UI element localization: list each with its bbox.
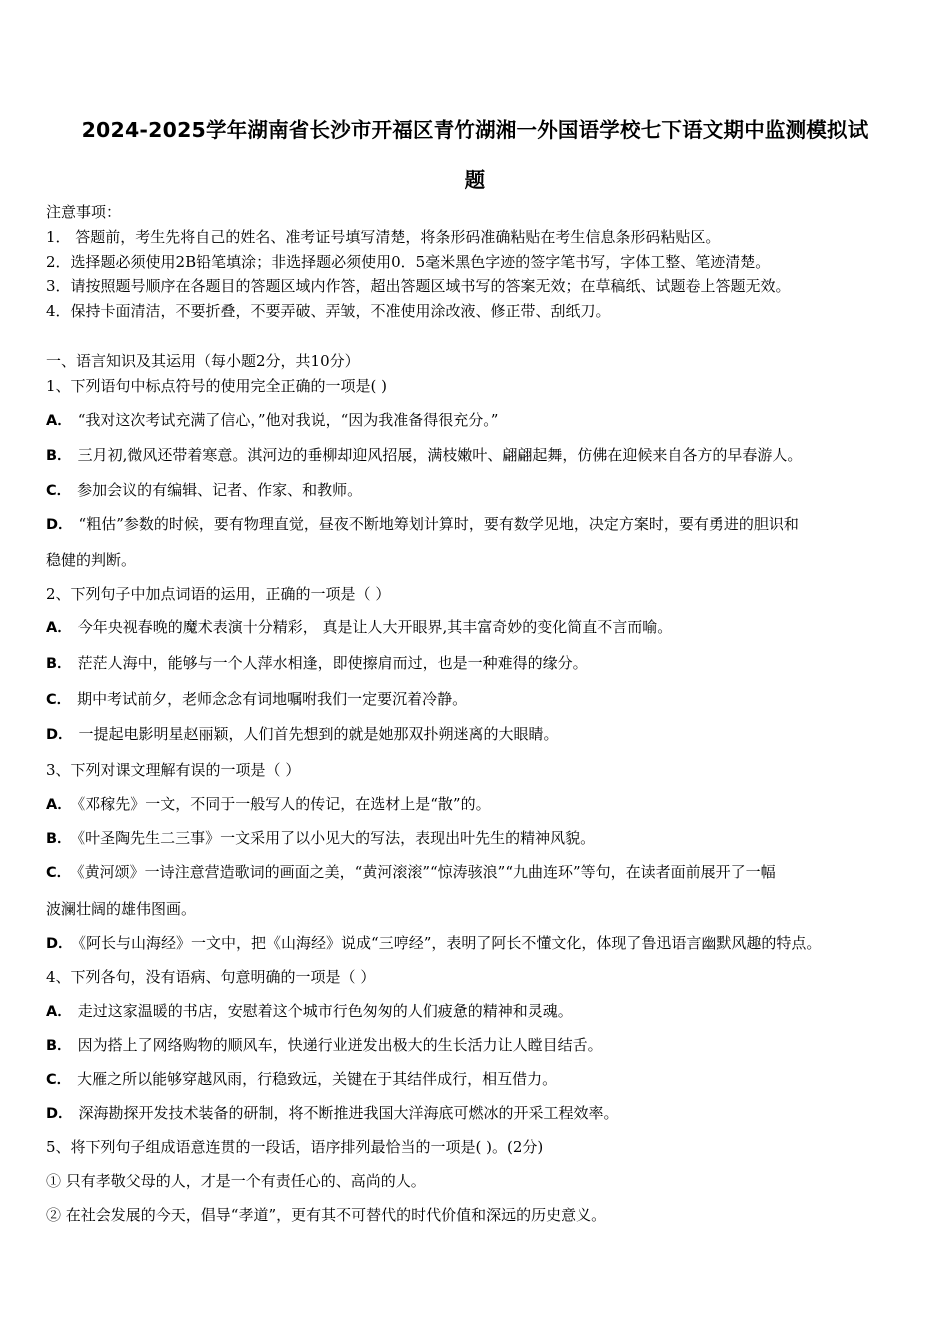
option-text: 三月初,微风还带着寒意。淇河边的垂柳却迎风招展，满枝嫩叶、翩翩起舞，仿佛在迎候来自各方的早春游人。 [77, 446, 803, 464]
exam-title-line-1: 2024-2025学年湖南省长沙市开福区青竹湖湘一外国语学校七下语文期中监测模拟试 [81, 118, 869, 142]
option-b [46, 653, 588, 674]
option-d-continued: 稳健的判断。 [46, 551, 137, 569]
notice-item: 3．请按照题号顺序在各题目的答题区域内作答，超出答题区域书写的答案无效；在草稿纸、试题卷上答题无效。 [46, 277, 791, 295]
option-c-continued: 波澜壮阔的雄伟图画。 [46, 900, 197, 918]
option-label: A． [46, 797, 72, 813]
option-text: “粗估”参数的时候，要有物理直觉，昼夜不断地筹划计算时，要有数学见地，决定方案时，要有勇进的胆识和 [78, 515, 799, 533]
option-label: D． [46, 1106, 73, 1122]
option-c [46, 689, 467, 710]
option-text: 《阿长与山海经》一文中，把《山海经》说成“三哼经”，表明了阿长不懂文化，体现了鲁迅语言幽默风趣的特点。 [78, 934, 822, 952]
option-text: 走过这家温暖的书店，安慰着这个城市行色匆匆的人们疲惫的精神和灵魂。 [77, 1002, 573, 1020]
question-stem: 4、下列各句，没有语病、句意明确的一项是（ ） [46, 968, 376, 986]
option-label: C． [46, 692, 72, 708]
option-d [46, 933, 821, 954]
option-label: C． [46, 1072, 72, 1088]
option-a [46, 1001, 573, 1022]
option-c [46, 862, 776, 883]
notice-item: 1． 答题前，考生先将自己的姓名、准考证号填写清楚，将条形码准确粘贴在考生信息条形码粘贴区。 [46, 228, 721, 246]
option-c [46, 1069, 557, 1090]
option-text: 参加会议的有编辑、记者、作家、和教师。 [77, 481, 363, 499]
section-heading: 一、语言知识及其运用（每小题2分，共10分） [46, 352, 360, 370]
question-stem: 3、下列对课文理解有误的一项是（ ） [46, 761, 301, 779]
option-label: A． [46, 1004, 72, 1020]
option-c [46, 480, 362, 501]
option-a [46, 617, 672, 638]
option-label: C． [46, 865, 72, 881]
question-stem: 1、下列语句中标点符号的使用完全正确的一项是( ) [46, 377, 388, 395]
option-label: C． [46, 483, 72, 499]
option-label: D． [46, 936, 73, 952]
notice-item: 2．选择题必须使用2B铅笔填涂；非选择题必须使用0．5毫米黑色字迹的签字笔书写，字体工整、笔迹清楚。 [46, 253, 771, 271]
option-label: A． [46, 413, 72, 429]
option-d [46, 514, 799, 535]
option-text: “我对这次考试充满了信心，”他对我说，“因为我准备得很充分。” [77, 411, 499, 429]
sentence-item: ① 只有孝敬父母的人，才是一个有责任心的、高尚的人。 [46, 1172, 426, 1190]
option-label: D． [46, 727, 73, 743]
option-text: 期中考试前夕，老师念念有词地嘱咐我们一定要沉着冷静。 [77, 690, 468, 708]
option-label: B． [46, 656, 72, 672]
option-text: 一提起电影明星赵丽颖，人们首先想到的就是她那双扑朔迷离的大眼睛。 [78, 725, 559, 743]
option-text: 《黄河颂》一诗注意营造歌词的画面之美，“黄河滚滚”“惊涛骇浪”“九曲连环”等句，在读者面前展开了一幅 [77, 863, 776, 881]
option-text: 茫茫人海中，能够与一个人萍水相逢，即使擦肩而过，也是一种难得的缘分。 [77, 654, 588, 672]
question-stem: 2、下列句子中加点词语的运用，正确的一项是（ ） [46, 585, 391, 603]
sentence-item: ② 在社会发展的今天，倡导“孝道”，更有其不可替代的时代价值和深远的历史意义。 [46, 1206, 607, 1224]
notice-item: 4．保持卡面清洁，不要折叠，不要弄破、弄皱，不准使用涂改液、修正带、刮纸刀。 [46, 302, 611, 320]
option-a [46, 410, 498, 431]
option-a [46, 794, 491, 815]
option-d [46, 1103, 619, 1124]
option-b [46, 1035, 603, 1056]
option-d [46, 724, 559, 745]
option-text: 《叶圣陶先生二三事》一文采用了以小见大的写法，表现出叶先生的精神风貌。 [77, 829, 596, 847]
exam-title-line-2: 题 [464, 168, 486, 192]
option-text: 因为搭上了网络购物的顺风车，快递行业迸发出极大的生长活力让人瞠目结舌。 [77, 1036, 603, 1054]
option-b [46, 445, 802, 466]
option-text: 《邓稼先》一文，不同于一般写人的传记，在选材上是“散”的。 [77, 795, 491, 813]
option-label: B． [46, 1038, 72, 1054]
option-text: 深海勘探开发技术装备的研制，将不断推进我国大洋海底可燃冰的开采工程效率。 [78, 1104, 619, 1122]
option-label: D． [46, 517, 73, 533]
option-b [46, 828, 595, 849]
notice-heading: 注意事项： [46, 203, 122, 221]
option-text: 今年央视春晚的魔术表演十分精彩， 真是让人大开眼界,其丰富奇妙的变化简直不言而喻。 [77, 618, 673, 636]
option-label: B． [46, 448, 72, 464]
question-stem: 5、将下列句子组成语意连贯的一段话，语序排列最恰当的一项是( )。(2分) [46, 1138, 544, 1156]
option-label: A． [46, 620, 72, 636]
option-label: B． [46, 831, 72, 847]
option-text: 大雁之所以能够穿越风雨，行稳致远，关键在于其结伴成行，相互借力。 [77, 1070, 558, 1088]
